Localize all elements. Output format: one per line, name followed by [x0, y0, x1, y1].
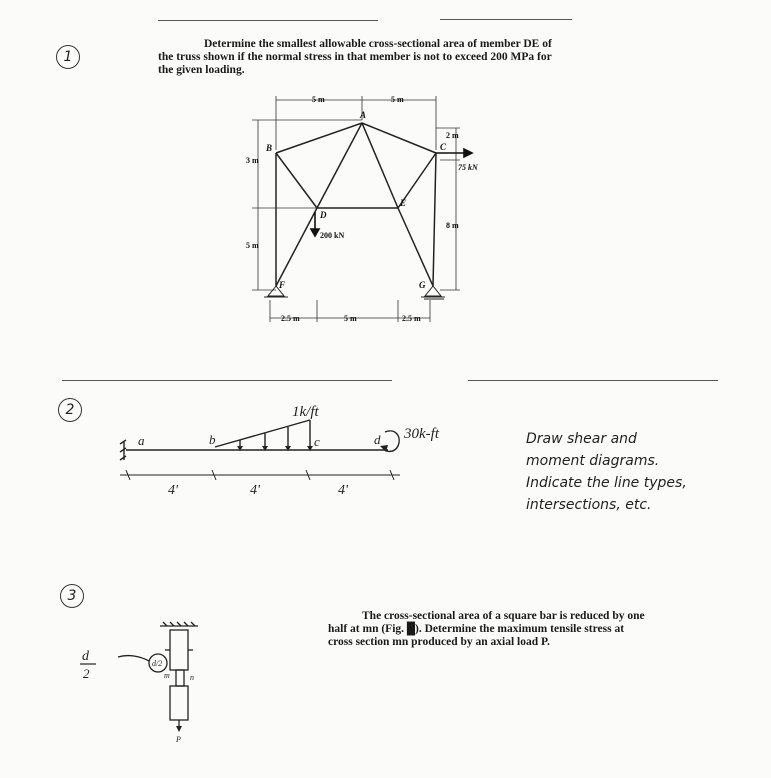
- node-E: E: [400, 198, 407, 208]
- label-P: P: [176, 735, 181, 744]
- beam-point-b: b: [209, 432, 216, 447]
- problem-1-line-2: the truss shown if the normal stress in that member is not to exceed 200 MPa for: [158, 51, 552, 63]
- instruction-line-3: Indicate the line types,: [526, 475, 687, 491]
- problem-3-number: 3: [60, 584, 84, 608]
- dim-left-lower: 5 m: [246, 241, 259, 250]
- node-A: A: [360, 110, 367, 120]
- label-m: m: [164, 671, 170, 680]
- dim-top-left: 5 m: [312, 95, 325, 104]
- beam-point-a: a: [138, 433, 145, 448]
- span-1: 4': [168, 483, 178, 498]
- problem-3-line-1: The cross-sectional area of a square bar is reduced by one: [362, 610, 645, 622]
- beam-point-d: d: [374, 432, 381, 447]
- node-D: D: [320, 210, 327, 220]
- problem-1-line-1: Determine the smallest allowable cross-sectional area of member DE of: [204, 38, 552, 50]
- dim-bottom-right: 2.5 m: [402, 314, 421, 323]
- dim-right-top: 2 m: [446, 131, 459, 140]
- dim-bottom-mid: 5 m: [344, 314, 357, 323]
- dim-right-main: 8 m: [446, 221, 459, 230]
- distributed-load-label: 1k/ft: [292, 404, 319, 420]
- dim-left-upper: 3 m: [246, 156, 259, 165]
- problem-3-line-3: cross section mn produced by an axial load P.: [328, 636, 550, 648]
- dim-bottom-left: 2.5 m: [281, 314, 300, 323]
- side-note-top: d: [82, 649, 89, 664]
- dim-top-right: 5 m: [391, 95, 404, 104]
- load-horizontal-label: 75 kN: [458, 163, 478, 172]
- problem-2-number: 2: [58, 398, 82, 422]
- moment-label: 30k-ft: [404, 426, 439, 442]
- span-3: 4': [338, 483, 348, 498]
- side-note-bottom: 2: [83, 666, 90, 681]
- instruction-line-2: moment diagrams.: [526, 453, 660, 469]
- problem-1-number: 1: [56, 45, 80, 69]
- problem-1-line-3: the given loading.: [158, 64, 245, 76]
- inset-label: d/2: [152, 659, 163, 668]
- node-F: F: [279, 280, 286, 290]
- node-B: B: [266, 143, 273, 153]
- load-vertical-label: 200 kN: [320, 231, 345, 240]
- beam-point-c: c: [314, 434, 320, 449]
- label-n: n: [190, 673, 194, 682]
- node-C: C: [440, 142, 447, 152]
- instruction-line-4: intersections, etc.: [526, 497, 652, 513]
- node-G: G: [419, 280, 426, 290]
- span-2: 4': [250, 483, 260, 498]
- instruction-line-1: Draw shear and: [526, 431, 637, 447]
- problem-3-line-2: half at mn (Fig. █). Determine the maximum tensile stress at: [328, 623, 625, 635]
